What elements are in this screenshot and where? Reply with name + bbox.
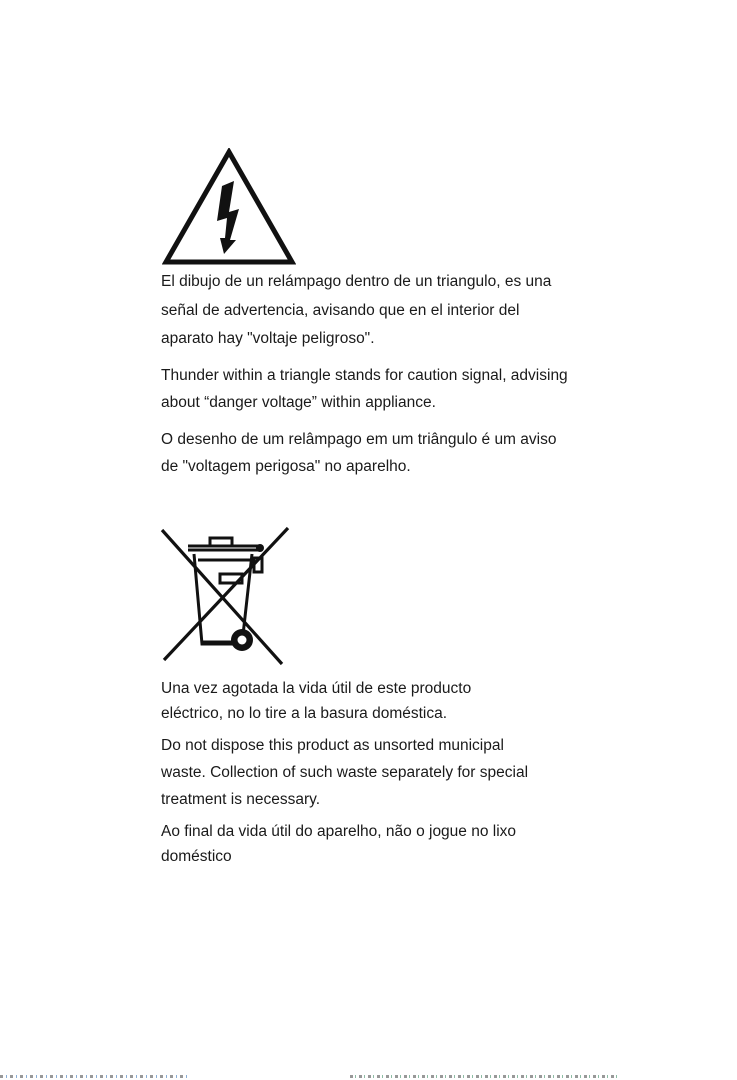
warning-text-spanish: [161, 268, 621, 354]
disposal-text-spanish: [161, 677, 621, 726]
text-line: Thunder within a triangle stands for caution signal, advising: [161, 367, 568, 384]
disposal-text-english: [161, 732, 621, 813]
lightning-triangle-icon: [162, 148, 296, 266]
warning-text-english: [161, 362, 621, 416]
crossed-out-bin-icon: [158, 524, 292, 666]
footer-artifact-left: [0, 1075, 190, 1078]
text-line: O desenho de um relâmpago em um triângulo é um aviso: [161, 431, 557, 448]
text-line: waste. Collection of such waste separately for special: [161, 764, 529, 781]
text-line: doméstico: [161, 848, 232, 865]
text-line: Ao final da vida útil do aparelho, não o jogue no lixo: [161, 823, 517, 840]
text-line: about “danger voltage” within appliance.: [161, 394, 436, 411]
text-line: eléctrico, no lo tire a la basura doméstica.: [161, 704, 448, 722]
text-line: treatment is necessary.: [161, 791, 321, 808]
text-line: Do not dispose this product as unsorted municipal: [161, 737, 504, 754]
text-line: señal de advertencia, avisando que en el interior del: [161, 301, 520, 319]
cropped-footer-artifact: [0, 1074, 737, 1080]
footer-artifact-right: [350, 1075, 620, 1078]
text-line: Una vez agotada la vida útil de este producto: [161, 680, 472, 697]
disposal-text-portuguese: [161, 819, 621, 869]
text-line: aparato hay "voltaje peligroso".: [161, 330, 375, 347]
warning-text-portuguese: [161, 426, 621, 480]
text-line: de "voltagem perigosa" no aparelho.: [161, 458, 411, 475]
text-line: El dibujo de un relámpago dentro de un triangulo, es una: [161, 273, 552, 290]
